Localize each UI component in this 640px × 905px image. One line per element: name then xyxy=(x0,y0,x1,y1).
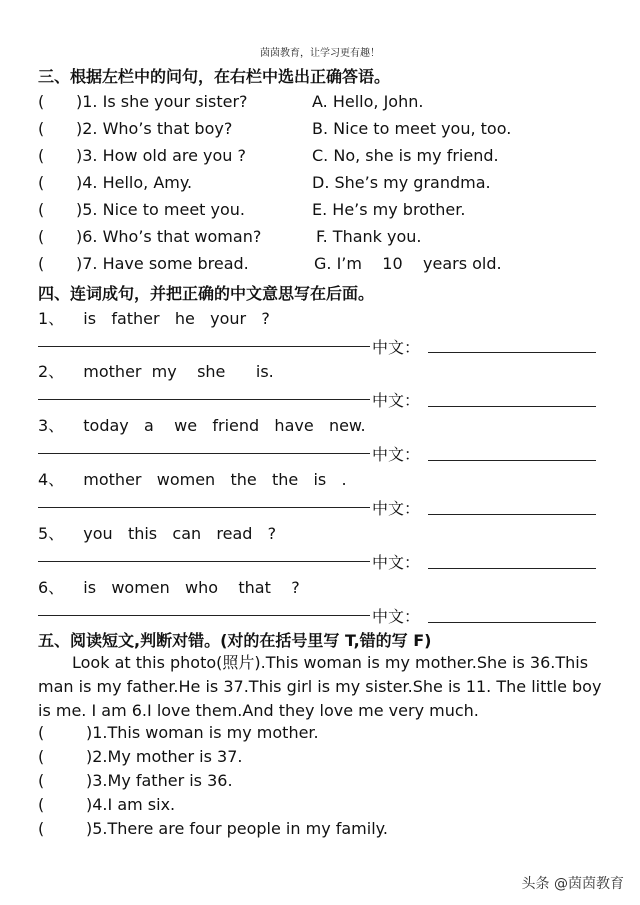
chinese-label: 中文： xyxy=(372,391,421,410)
section3-row xyxy=(38,91,618,113)
section3-row xyxy=(38,253,618,275)
scramble-item xyxy=(38,361,274,383)
answer-option: C. No, she is my friend. xyxy=(312,146,499,165)
item-number: 3、 xyxy=(38,416,65,435)
tf-blank[interactable]: ( xyxy=(38,723,45,742)
item-number: 2、 xyxy=(38,362,65,381)
question-text: )4. Hello, Amy. xyxy=(76,173,193,192)
tf-statement: )5.There are four people in my family. xyxy=(86,819,388,838)
answer-option: D. She’s my grandma. xyxy=(312,173,491,192)
page-header: 茵茵教育，让学习更有趣！ xyxy=(260,48,380,59)
section3-row xyxy=(38,145,618,167)
chinese-answer-line[interactable] xyxy=(428,460,596,461)
answer-option: B. Nice to meet you, too. xyxy=(312,119,512,138)
tf-statement: )3.My father is 36. xyxy=(86,771,233,790)
answer-blank[interactable]: ( xyxy=(38,200,45,219)
section3-row xyxy=(38,118,618,140)
reading-passage xyxy=(38,651,618,723)
scrambled-words: is women who that ? xyxy=(83,578,300,597)
answer-blank[interactable]: ( xyxy=(38,173,45,192)
chinese-answer-line[interactable] xyxy=(428,514,596,515)
question-text: )3. How old are you ? xyxy=(76,146,246,165)
tf-statement: )2.My mother is 37. xyxy=(86,747,243,766)
passage-text: Look at this photo(照片).This woman is my mother.She is 36.This man is my father.He is 37.This girl is my sister.She is 11. The little boy is me. I am 6.I love them.And they love me very much. xyxy=(38,653,602,720)
tf-blank[interactable]: ( xyxy=(38,819,45,838)
item-number: 4、 xyxy=(38,470,65,489)
tf-statement: )4.I am six. xyxy=(86,795,176,814)
chinese-answer-line[interactable] xyxy=(428,352,596,353)
answer-line[interactable] xyxy=(38,346,370,347)
scramble-item xyxy=(38,415,366,437)
item-number: 5、 xyxy=(38,524,65,543)
scramble-item xyxy=(38,577,300,599)
answer-blank[interactable]: ( xyxy=(38,92,45,111)
question-text: )2. Who’s that boy? xyxy=(76,119,233,138)
answer-option: F. Thank you. xyxy=(316,227,422,246)
scrambled-words: mother my she is. xyxy=(83,362,274,381)
question-text: )6. Who’s that woman? xyxy=(76,227,262,246)
chinese-label: 中文： xyxy=(372,553,421,572)
scrambled-words: is father he your ? xyxy=(83,309,270,328)
answer-option: G. I’m 10 years old. xyxy=(314,254,502,273)
section5-title: 五、阅读短文,判断对错。(对的在括号里写 T,错的写 F) xyxy=(38,631,432,650)
tf-blank[interactable]: ( xyxy=(38,771,45,790)
tf-statement: )1.This woman is my mother. xyxy=(86,723,319,742)
answer-option: A. Hello, John. xyxy=(312,92,424,111)
chinese-answer-line[interactable] xyxy=(428,568,596,569)
answer-line[interactable] xyxy=(38,561,370,562)
scrambled-words: today a we friend have new. xyxy=(83,416,366,435)
answer-blank[interactable]: ( xyxy=(38,146,45,165)
answer-line[interactable] xyxy=(38,507,370,508)
question-text: )7. Have some bread. xyxy=(76,254,249,273)
question-text: )5. Nice to meet you. xyxy=(76,200,245,219)
answer-line[interactable] xyxy=(38,453,370,454)
scramble-item xyxy=(38,308,270,330)
scrambled-words: you this can read ? xyxy=(83,524,277,543)
item-number: 6、 xyxy=(38,578,65,597)
chinese-answer-line[interactable] xyxy=(428,406,596,407)
scrambled-words: mother women the the is . xyxy=(83,470,347,489)
section3-row xyxy=(38,172,618,194)
chinese-label: 中文： xyxy=(372,445,421,464)
section3-row xyxy=(38,226,618,248)
tf-blank[interactable]: ( xyxy=(38,747,45,766)
section4-title: 四、连词成句，并把正确的中文意思写在后面。 xyxy=(38,284,375,303)
answer-blank[interactable]: ( xyxy=(38,254,45,273)
section3-row xyxy=(38,199,618,221)
answer-option: E. He’s my brother. xyxy=(312,200,466,219)
item-number: 1、 xyxy=(38,309,65,328)
question-text: )1. Is she your sister? xyxy=(76,92,248,111)
tf-blank[interactable]: ( xyxy=(38,795,45,814)
chinese-label: 中文： xyxy=(372,607,421,626)
section3-title: 三、根据左栏中的问句，在右栏中选出正确答语。 xyxy=(38,67,391,86)
chinese-label: 中文： xyxy=(372,338,421,357)
answer-blank[interactable]: ( xyxy=(38,119,45,138)
watermark: 头条 @茵茵教育 xyxy=(521,876,624,892)
answer-line[interactable] xyxy=(38,615,370,616)
answer-line[interactable] xyxy=(38,399,370,400)
scramble-item xyxy=(38,523,276,545)
scramble-item xyxy=(38,469,347,491)
answer-blank[interactable]: ( xyxy=(38,227,45,246)
chinese-answer-line[interactable] xyxy=(428,622,596,623)
chinese-label: 中文： xyxy=(372,499,421,518)
